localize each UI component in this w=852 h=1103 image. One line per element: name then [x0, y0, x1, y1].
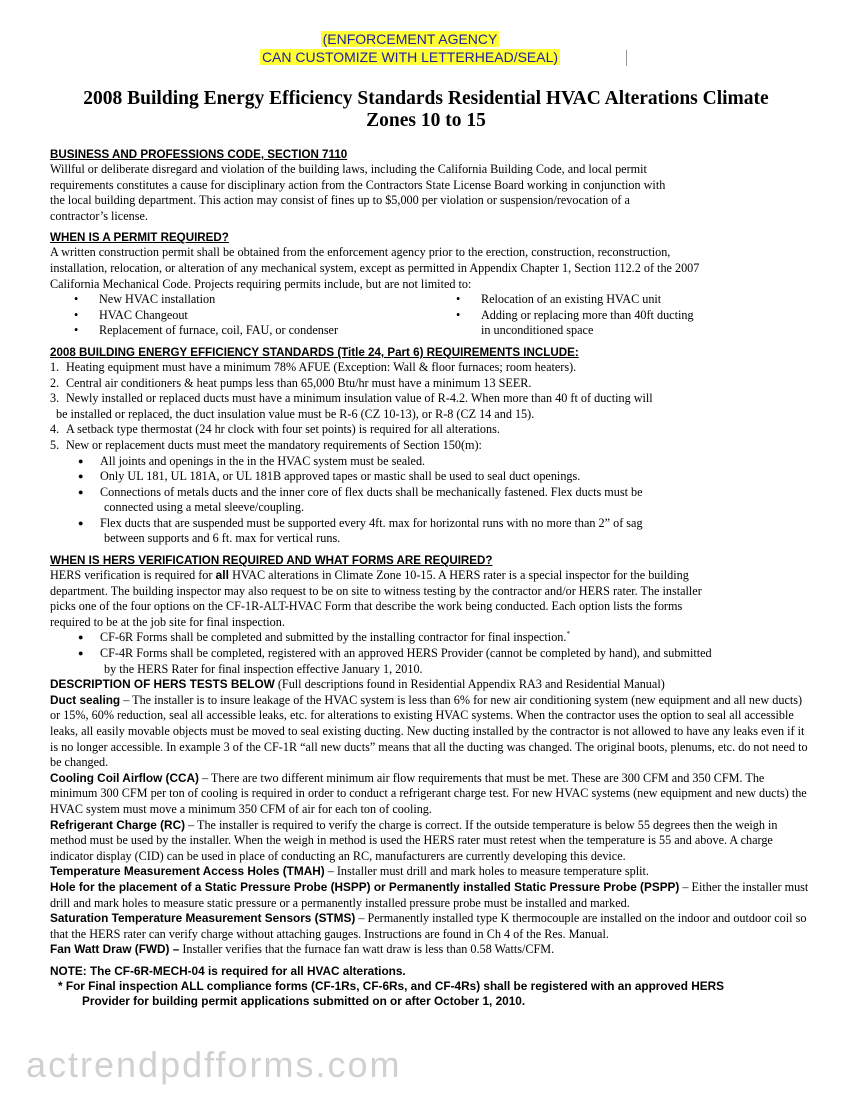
- hers-line: department. The building inspector may also request to be on site to witness testing by the contractor and/or HERS rater. The installer: [50, 583, 702, 598]
- agency-line-1: (ENFORCEMENT AGENCY: [322, 31, 498, 47]
- test-entry: Hole for the placement of a Static Pressure Probe (HSPP) or Permanently installed Static Pressure Probe (PSPP) – Either the installer must drill and mark holes to measure static pressure or a permanently installed pressure probe must be installed and marked.: [50, 879, 809, 910]
- bpc-line: the local building department. This action may consist of fines up to $5,000 per violation or suspension/revocation of a: [50, 193, 630, 208]
- test-entry: Cooling Coil Airflow (CCA) – There are two different minimum air flow requirements that must be met. These are 300 CFM and 350 CFM. The minimum 300 CFM per ton of cooling is required in order to conduct a refrigerant charge test. For new HVAC systems (new equipment and new ducts) the HVAC system must move a minimum 350 CFM of air for each ton of cooling.: [50, 770, 807, 816]
- test-entry: Duct sealing – The installer is to insure leakage of the HVAC system is less than 6% for new air conditioning system (new equipment and all new ducts) or 15%, 60% reduction, seal all accessible leaks, etc. for alterations to existing HVAC systems. When the contractor uses the option to seal all accessible leaks, all easily movable objects must be moved to seal existing ducting. New ducting installed by the contractor is not allowed to have any leaks even if it is no longer accessible. In example 3 of the CF-1R “all new ducts” means that all the ducting was changed. The original boots, plenums, etc. do not need to be changed.: [50, 692, 808, 770]
- title-line-1: 2008 Building Energy Efficiency Standards Residential HVAC Alterations Climate: [83, 88, 769, 109]
- tests-heading: DESCRIPTION OF HERS TESTS BELOW (Full descriptions found in Residential Appendix RA3 and Residential Manual): [50, 677, 665, 692]
- list-item: • HVAC Changeout: [72, 308, 454, 324]
- bpc-line: requirements constitutes a cause for disciplinary action from the Contractors State License Board working in conjunction with: [50, 177, 666, 192]
- list-item: 5. New or replacement ducts must meet the mandatory requirements of Section 150(m):: [50, 437, 482, 452]
- footnote: * For Final inspection ALL compliance forms (CF-1Rs, CF-6Rs, and CF-4Rs) shall be registered with an approved HERS Provider for building permit applications submitted on or after October 1, 2010.: [58, 978, 724, 1008]
- hers-heading: WHEN IS HERS VERIFICATION REQUIRED AND WHAT FORMS ARE REQUIRED?: [50, 554, 493, 568]
- bpc-line: Willful or deliberate disregard and violation of the building laws, including the California Building Code, and local permit: [50, 162, 647, 176]
- agency-placeholder: [244, 30, 576, 66]
- hers-intro: HERS verification is required for all HVAC alterations in Climate Zone 10-15. A HERS rater is a special inspector for the building: [50, 568, 689, 583]
- agency-line-2: CAN CUSTOMIZE WITH LETTERHEAD/SEAL): [261, 49, 559, 65]
- test-entry: Refrigerant Charge (RC) – The installer is required to verify the charge is correct. If the outside temperature is below 55 degrees then the weigh in method must be used by the installer. When the weigh in method is used the HERS rater must retest when the temperature is 55 and above. A charge indicator display (CID) can be used in place of conducting an RC, manufacturers are currently developing this device.: [50, 817, 778, 863]
- mech-note: NOTE: The CF-6R-MECH-04 is required for all HVAC alterations.: [50, 963, 406, 978]
- page-title: [40, 88, 812, 132]
- list-item: ● Flex ducts that are suspended must be supported every 4ft. max for horizontal runs with no more than 2” of sag between supports and 6 ft. max for vertical runs.: [50, 516, 814, 547]
- permit-line: installation, relocation, or alteration of any mechanical system, except as permitted in Appendix Chapter 1, Section 112.2 of the 2007: [50, 260, 700, 275]
- list-item: ● Only UL 181, UL 181A, or UL 181B approved tapes or mastic shall be used to seal duct openings.: [50, 469, 814, 485]
- watermark: actrendpdfforms.com: [26, 1044, 402, 1085]
- standards-heading: 2008 BUILDING ENERGY EFFICIENCY STANDARDS (Title 24, Part 6) REQUIREMENTS INCLUDE:: [50, 345, 579, 359]
- list-item: • New HVAC installation: [72, 292, 454, 308]
- hers-line: picks one of the four options on the CF-1R-ALT-HVAC Form that describe the work being conducted. Each option lists the forms: [50, 599, 683, 614]
- title-line-2: Zones 10 to 15: [366, 110, 486, 131]
- bpc-line: contractor’s license.: [50, 208, 148, 223]
- list-item: ● Connections of metals ducts and the inner core of flex ducts shall be mechanically fastened. Flex ducts must be connected using a metal sleeve/coupling.: [50, 485, 814, 516]
- list-item: 4. A setback type thermostat (24 hr clock with four set points) is required for all alterations.: [50, 422, 500, 437]
- bpc-heading: BUSINESS AND PROFESSIONS CODE, SECTION 7110: [50, 148, 348, 161]
- document-body: [50, 145, 814, 1009]
- permit-line: California Mechanical Code. Projects requiring permits include, but are not limited to:: [50, 276, 472, 291]
- test-entry: Saturation Temperature Measurement Sensors (STMS) – Permanently installed type K thermocouple are installed on the indoor and outdoor coil so that the HERS rater can verify charge without attaching gauges. Instructions are found in Ch 4 of the Res. Manual.: [50, 911, 807, 941]
- hers-line: required to be at the job site for final inspection.: [50, 614, 285, 629]
- test-entry: Fan Watt Draw (FWD) – Installer verifies that the furnace fan watt draw is less than 0.58 Watts/CFM.: [50, 942, 555, 957]
- duct-requirements-list: [50, 454, 814, 548]
- list-item: ● All joints and openings in the in the HVAC system must be sealed.: [50, 454, 814, 470]
- list-item-continuation: in unconditioned space: [481, 323, 594, 338]
- permit-line: A written construction permit shall be obtained from the enforcement agency prior to the erection, construction, reconstruction,: [50, 245, 671, 260]
- list-item: ● CF-4R Forms shall be completed, registered with an approved HERS Provider (cannot be completed by hand), and submitted by the HERS Rater for final inspection effective January 1, 2010.: [50, 646, 814, 677]
- list-item: • Relocation of an existing HVAC unit: [454, 292, 694, 308]
- hers-forms-list: [50, 630, 814, 677]
- list-item: 2. Central air conditioners & heat pumps less than 65,000 Btu/hr must have a minimum 13 SEER.: [50, 375, 532, 390]
- list-item: • Replacement of furnace, coil, FAU, or condenser: [72, 323, 454, 339]
- test-entry: Temperature Measurement Access Holes (TMAH) – Installer must drill and mark holes to measure temperature split.: [50, 864, 649, 879]
- standards-list: [50, 360, 814, 454]
- text-cursor-bar: [626, 50, 627, 66]
- list-item: 3. Newly installed or replaced ducts must have a minimum insulation value of R-4.2. When more than 40 ft of ducting will be installed or replaced, the duct insulation value must be R-6 (CZ 10-13), or R-8 (CZ 14 and 15).: [50, 391, 653, 421]
- permit-bullets: [50, 292, 814, 339]
- permit-heading: WHEN IS A PERMIT REQUIRED?: [50, 231, 229, 245]
- list-item: • Adding or replacing more than 40ft ducting: [454, 308, 694, 324]
- list-item: 1. Heating equipment must have a minimum 78% AFUE (Exception: Wall & floor furnaces; room heaters).: [50, 359, 577, 374]
- list-item: ● CF-6R Forms shall be completed and submitted by the installing contractor for final inspection.*: [50, 630, 814, 646]
